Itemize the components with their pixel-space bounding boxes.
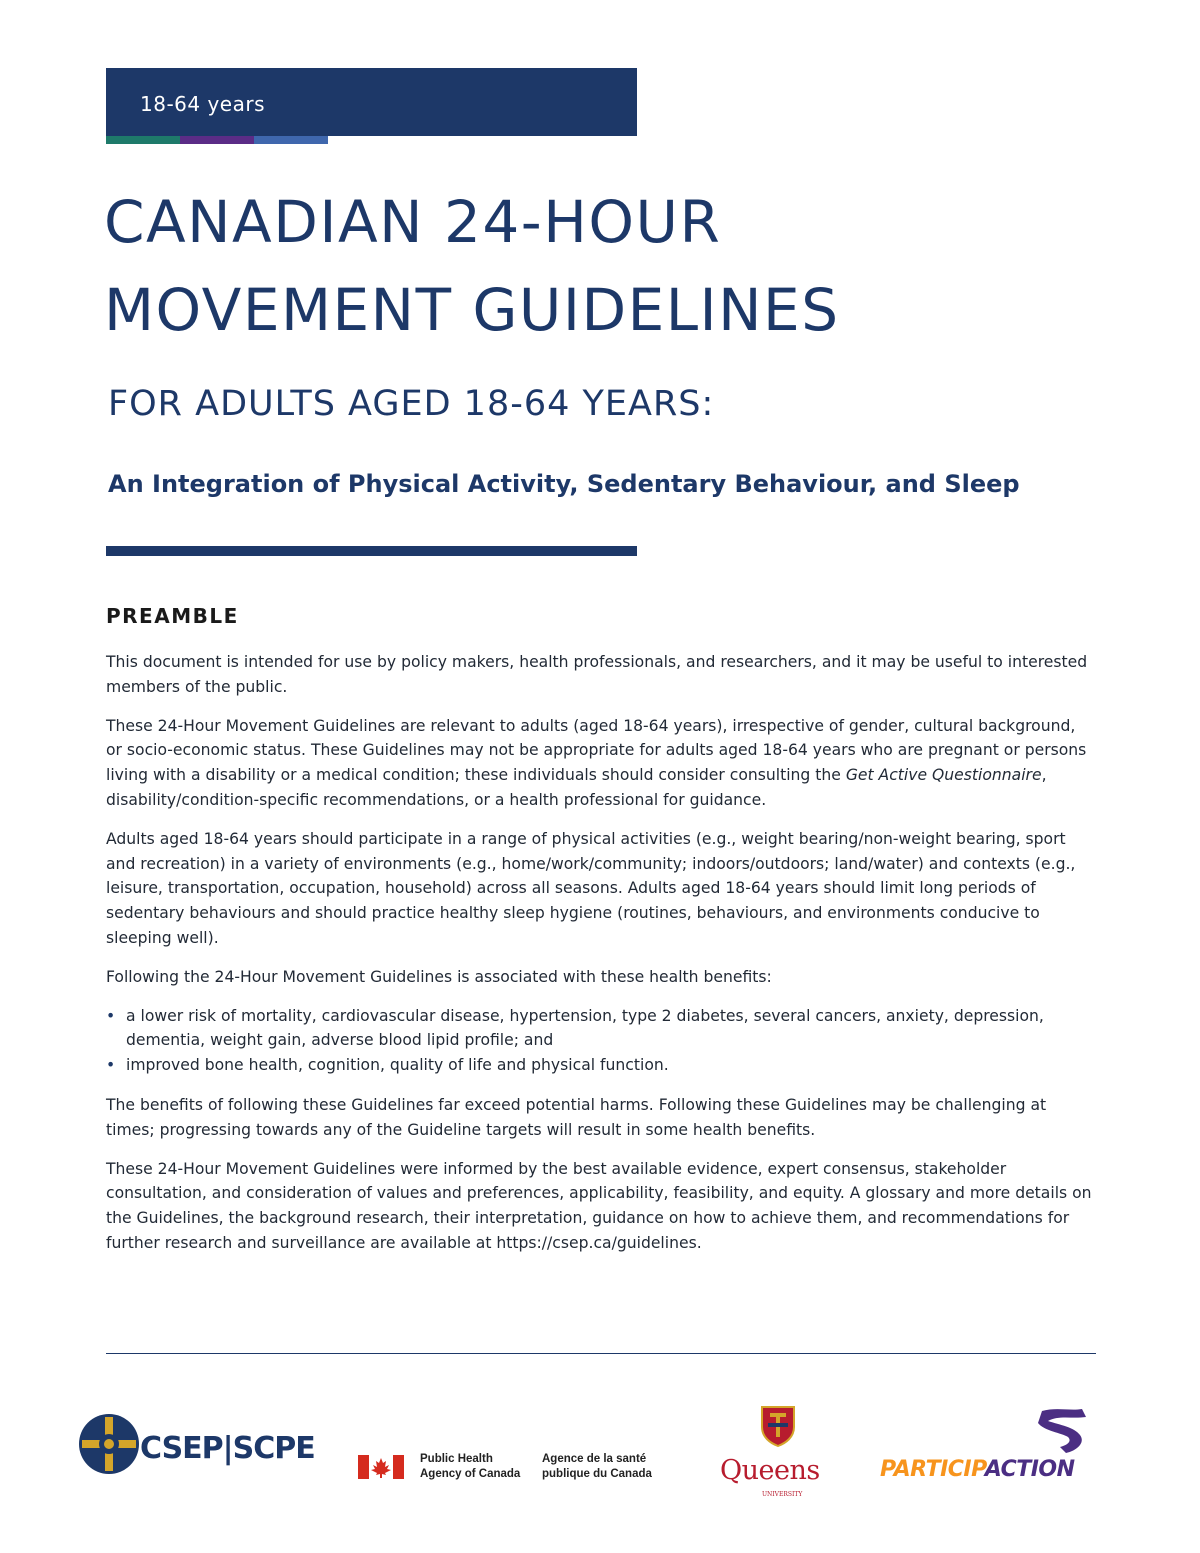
phac-english (420, 1452, 520, 1482)
title-divider (106, 546, 637, 556)
list-item (106, 1004, 1096, 1054)
benefits-list (106, 1004, 1096, 1078)
preamble-heading: PREAMBLE (106, 604, 239, 628)
phac-logo (358, 1449, 668, 1489)
csep-emblem-icon (78, 1413, 140, 1475)
participaction-logo (880, 1407, 1100, 1497)
phac-french-line1: Agence de la santé (542, 1453, 647, 1465)
page-title (104, 178, 840, 354)
paragraph-audience: This document is intended for use by policy makers, health professionals, and researchers, and it may be useful to interested members of the public. (106, 653, 1088, 696)
queens-logo-text: Queens (720, 1455, 820, 1486)
queens-logo (720, 1405, 850, 1500)
preamble-section (106, 604, 1096, 1270)
phac-english-line2: Agency of Canada (420, 1468, 521, 1480)
partner-logos (0, 1395, 1200, 1505)
canada-flag-icon (358, 1455, 404, 1479)
accent-bar-teal (106, 136, 180, 144)
queens-crest-icon (760, 1405, 796, 1447)
paragraph-applicability (106, 714, 1096, 813)
list-item-text: improved bone health, cognition, quality of life and physical function. (126, 1056, 669, 1075)
bullet-icon: • (106, 1056, 116, 1075)
list-item-text: a lower risk of mortality, cardiovascular disease, hypertension, type 2 diabetes, several cancers, anxiety, depression, dementia, weight gain, adverse blood lipid profile; and (126, 1006, 1044, 1050)
participaction-logo-text (880, 1457, 1075, 1482)
csep-logo-text: CSEP|SCPE (140, 1431, 315, 1466)
csep-logo (78, 1409, 318, 1479)
accent-bar-blue (254, 136, 328, 144)
queens-logo-subtext: UNIVERSITY (762, 1491, 803, 1498)
footer-divider (106, 1353, 1096, 1354)
page-subtitle: FOR ADULTS AGED 18-64 YEARS: (108, 384, 715, 424)
bullet-icon: • (106, 1006, 116, 1025)
accent-color-bars (106, 136, 328, 144)
questionnaire-title: Get Active Questionnaire (845, 766, 1042, 785)
participaction-part2: ACTION (984, 1457, 1075, 1482)
list-item (106, 1053, 1096, 1078)
phac-french (542, 1452, 652, 1482)
participaction-part1: PARTICIP (880, 1457, 985, 1482)
phac-french-line2: publique du Canada (542, 1468, 652, 1480)
title-line-1: CANADIAN 24-HOUR (104, 188, 722, 256)
paragraph-applicability-tail: , disability/condition-specific recommendations, or a health professional for guidance. (106, 766, 1047, 809)
age-banner (106, 68, 637, 136)
age-label: 18-64 years (140, 92, 266, 116)
page-tagline: An Integration of Physical Activity, Sedentary Behaviour, and Sleep (108, 470, 1020, 498)
paragraph-harms: The benefits of following these Guidelines far exceed potential harms. Following these Guidelines may be challenging at times; progressing towards any of the Guideline targets will result in some health benefits. (106, 1095, 1047, 1139)
paragraph-benefits-intro: Following the 24-Hour Movement Guidelines is associated with these health benefits: (106, 967, 772, 986)
title-line-2: MOVEMENT GUIDELINES (104, 276, 840, 344)
phac-english-line1: Public Health (420, 1453, 493, 1465)
paragraph-evidence: These 24-Hour Movement Guidelines were informed by the best available evidence, expert consensus, stakeholder consultation, and consideration of values and preferences, applicability, feasibility, and equity. A glossary and more details on the Guidelines, the background research, their interpretation, guidance on how to achieve them, and recommendations for further research and surveillance are available at https://csep.ca/guidelines. (106, 1159, 1092, 1252)
paragraph-activities: Adults aged 18-64 years should participate in a range of physical activities (e.g., weight bearing/non-weight bearing, sport and recreation) in a variety of environments (e.g., home/work/community; indoors/outdoors; land/water) and contexts (e.g., leisure, transportation, occupation, household) across all seasons. Adults aged 18-64 years should limit long periods of sedentary behaviours and should practice healthy sleep hygiene (routines, behaviours, and environments conducive to sleeping well). (106, 829, 1076, 947)
paragraph-applicability-text: These 24-Hour Movement Guidelines are relevant to adults (aged 18-64 years), irrespective of gender, cultural background, or socio-economic status. These Guidelines may not be appropriate for adults aged 18-64 years who are pregnant or persons living with a disability or a medical condition; these individuals should consider consulting the (106, 716, 1087, 785)
accent-bar-purple (180, 136, 254, 144)
participaction-swoosh-icon (1030, 1407, 1092, 1455)
